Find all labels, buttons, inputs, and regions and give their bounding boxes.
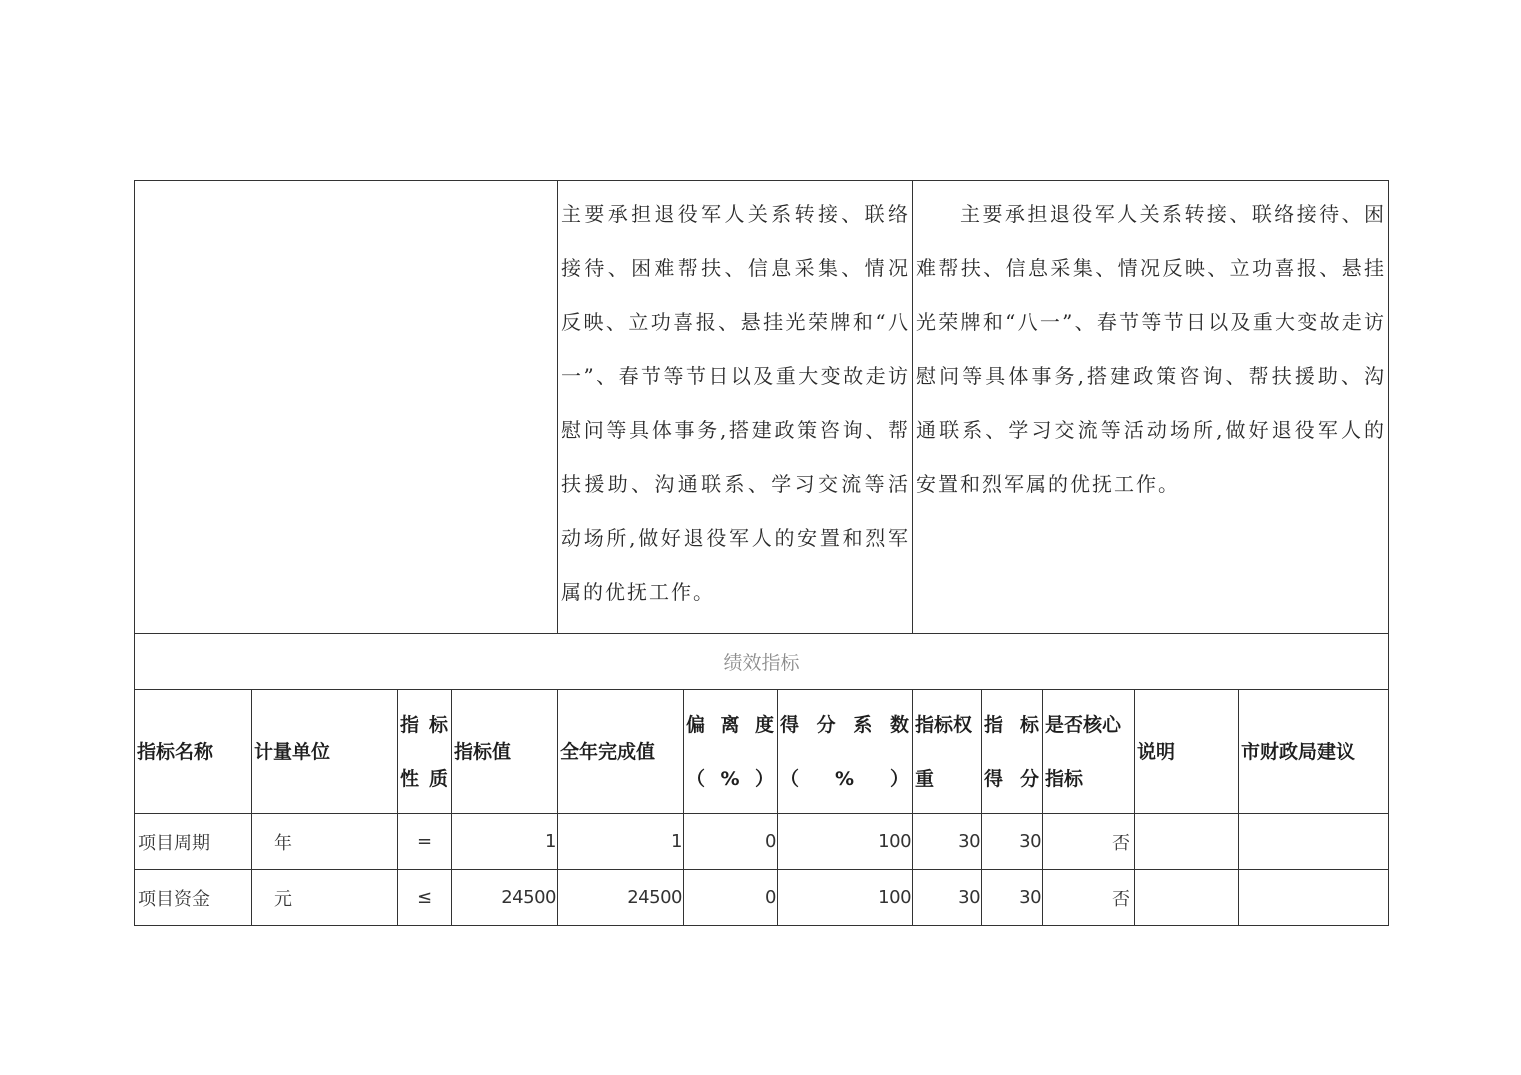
cell-value: 24500: [452, 870, 558, 926]
cell-weight: 30: [913, 814, 982, 870]
cell-nature: ≤: [398, 870, 452, 926]
header-row: [135, 690, 1389, 814]
cell-score-coef: 100: [778, 814, 913, 870]
cell-weight: 30: [913, 870, 982, 926]
table-row: [135, 870, 1389, 926]
header-completed: 全年完成值: [558, 690, 684, 814]
cell-note: [1135, 870, 1239, 926]
header-score-coef: 得 分 系 数（%）: [778, 690, 913, 814]
cell-completed: 1: [558, 814, 684, 870]
cell-advice: [1239, 870, 1389, 926]
cell-score-coef: 100: [778, 870, 913, 926]
cell-unit: 年: [252, 814, 398, 870]
header-note: 说明: [1135, 690, 1239, 814]
cell-core: 否: [1043, 870, 1135, 926]
header-value: 指标值: [452, 690, 558, 814]
header-score: 指 标得分: [982, 690, 1043, 814]
cell-name: 项目周期: [135, 814, 252, 870]
header-unit: 计量单位: [252, 690, 398, 814]
cell-score: 30: [982, 870, 1043, 926]
section-title: 绩效指标: [135, 634, 1389, 690]
cell-nature: =: [398, 814, 452, 870]
cell-advice: [1239, 814, 1389, 870]
header-advice: 市财政局建议: [1239, 690, 1389, 814]
performance-table: [134, 180, 1389, 926]
cell-note: [1135, 814, 1239, 870]
header-weight: 指标权重: [913, 690, 982, 814]
cell-unit: 元: [252, 870, 398, 926]
header-core: 是否核心指标: [1043, 690, 1135, 814]
description-left: 主要承担退役军人关系转接、联络接待、困难帮扶、信息采集、情况反映、立功喜报、悬挂光荣牌和“八一”、春节等节日以及重大变故走访慰问等具体事务,搭建政策咨询、帮扶援助、沟通联系、学习交流等活动场所,做好退役军人的安置和烈军属的优抚工作。: [558, 181, 913, 634]
cell-completed: 24500: [558, 870, 684, 926]
empty-label-cell: [135, 181, 558, 634]
header-name: 指标名称: [135, 690, 252, 814]
description-right: 主要承担退役军人关系转接、联络接待、困难帮扶、信息采集、情况反映、立功喜报、悬挂光荣牌和“八一”、春节等节日以及重大变故走访慰问等具体事务,搭建政策咨询、帮扶援助、沟通联系、学习交流等活动场所,做好退役军人的安置和烈军属的优抚工作。: [913, 181, 1389, 634]
cell-score: 30: [982, 814, 1043, 870]
cell-deviation: 0: [684, 814, 778, 870]
table-row: [135, 814, 1389, 870]
section-title-row: [135, 634, 1389, 690]
cell-deviation: 0: [684, 870, 778, 926]
header-nature: 指 标性质: [398, 690, 452, 814]
cell-name: 项目资金: [135, 870, 252, 926]
cell-core: 否: [1043, 814, 1135, 870]
header-deviation: 偏 离 度（%）: [684, 690, 778, 814]
description-row: [135, 181, 1389, 634]
cell-value: 1: [452, 814, 558, 870]
